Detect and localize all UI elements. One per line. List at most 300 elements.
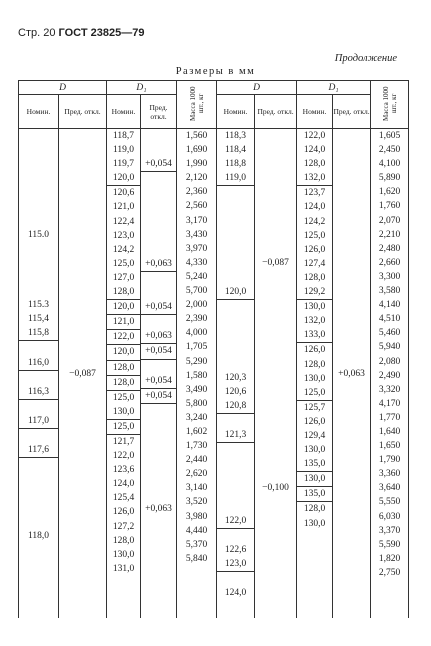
right-D-nomin-cell: 118,4 xyxy=(225,145,247,156)
right-D1-nomin-cell: 130,0 xyxy=(303,518,326,529)
left-D1-dev-cell xyxy=(141,272,176,286)
right-mass-cell: 4,100 xyxy=(378,159,401,170)
right-mass-cell: 1,770 xyxy=(378,412,401,423)
left-D-nomin-cell xyxy=(19,400,58,414)
left-D-nomin-cell xyxy=(19,585,58,599)
right-D1-dev-value: +0,063 xyxy=(338,368,365,379)
right-mass-cell: 3,580 xyxy=(378,286,401,297)
right-mass-cell: 2,490 xyxy=(378,370,401,381)
right-D-nomin-cell: 118,3 xyxy=(225,131,247,141)
right-D-nomin-cell: 120,3 xyxy=(224,372,247,383)
left-D1-dev-cell xyxy=(141,460,176,474)
left-D1-nomin-cell: 124,2 xyxy=(112,244,135,255)
right-D-nomin-cell xyxy=(217,257,254,271)
right-D1-nomin-cell xyxy=(297,559,332,573)
left-D1-nomin-cell: 128,0 xyxy=(107,376,140,391)
left-D-nomin-cell xyxy=(19,242,58,256)
left-mass-cell: 1,690 xyxy=(185,145,208,156)
left-D1-nomin-cell: 127,0 xyxy=(112,272,135,283)
left-mass-cell: 4,330 xyxy=(185,257,208,268)
right-D-nomin-cell: 121,3 xyxy=(217,428,254,443)
right-mass-cell: 2,660 xyxy=(378,257,401,268)
left-mass-cell: 1,602 xyxy=(185,426,208,437)
left-D-nomin-cell: 118,0 xyxy=(27,530,50,541)
right-D-nomin-cell xyxy=(217,457,254,471)
left-mass-cell: 5,840 xyxy=(185,553,208,564)
right-mass-cell: 4,140 xyxy=(378,300,401,311)
col-mass-left: Масса 1000 шт., кг xyxy=(177,81,217,129)
right-D1-nomin-cell: 132,0 xyxy=(303,316,326,327)
right-D-nomin-cell xyxy=(217,229,254,243)
left-D1-nomin-cell: 125,0 xyxy=(112,392,135,403)
right-D-nomin-cell xyxy=(217,572,254,586)
right-D1-nomin-cell xyxy=(297,545,332,559)
left-D-nomin-cell xyxy=(19,284,58,298)
right-mass-cell: 4,170 xyxy=(378,398,401,409)
right-D-dev-cell xyxy=(255,157,296,171)
h-nomin: Номин. xyxy=(297,95,333,129)
left-D-nomin-cell: 115,4 xyxy=(27,314,50,325)
right-mass-cell: 1,650 xyxy=(378,441,401,452)
left-D1-nomin-cell: 120,0 xyxy=(107,345,140,360)
right-mass-cell: 2,210 xyxy=(378,229,401,240)
left-mass-cell xyxy=(177,580,216,594)
left-D1-dev-cell: +0,054 xyxy=(141,157,176,172)
left-mass-cell: 3,430 xyxy=(185,229,208,240)
left-D1-dev-cell: +0,063 xyxy=(141,329,176,344)
left-mass-cell: 1,730 xyxy=(185,441,208,452)
right-D-dev-cell xyxy=(255,580,296,594)
right-D-nomin-cell xyxy=(217,243,254,257)
right-mass-cell: 5,460 xyxy=(378,328,401,339)
left-D-nomin-cell xyxy=(19,171,58,185)
right-mass-cell: 2,480 xyxy=(378,243,401,254)
h-dev: Пред. откл. xyxy=(255,95,297,129)
left-D-nomin-cell: 117,0 xyxy=(19,414,58,429)
right-D-nomin-cell xyxy=(217,314,254,328)
right-D-dev-cell xyxy=(255,552,296,566)
h-nomin: Номин. xyxy=(217,95,255,129)
right-D-dev-cell xyxy=(255,326,296,340)
right-D-nomin-cell xyxy=(217,271,254,285)
right-mass xyxy=(371,129,409,619)
right-D1-dev xyxy=(333,129,371,619)
right-D1-nomin-cell: 126,0 xyxy=(303,416,326,427)
col-mass-right: Масса 1000 шт., кг xyxy=(371,81,409,129)
right-mass-cell: 4,510 xyxy=(378,314,401,325)
left-D-nomin-cell xyxy=(19,256,58,270)
left-mass-cell: 3,980 xyxy=(185,511,208,522)
left-D-dev xyxy=(59,129,107,619)
left-D1-nomin-cell xyxy=(107,604,140,618)
right-D-nomin-cell xyxy=(217,200,254,214)
left-D1-nomin-cell: 123,0 xyxy=(112,230,135,241)
right-mass-cell xyxy=(371,594,408,608)
right-D1-nomin-cell: 127,4 xyxy=(303,258,326,269)
right-D-dev-cell xyxy=(255,594,296,608)
right-D-nomin-cell xyxy=(217,186,254,200)
left-D-nomin-cell xyxy=(19,129,58,143)
left-D-nomin xyxy=(19,129,59,619)
right-D-nomin-cell xyxy=(217,300,254,314)
right-D-nomin-cell: 123,0 xyxy=(217,557,254,572)
right-D1-nomin-cell: 124,0 xyxy=(303,202,326,213)
left-D1-nomin-cell: 130,0 xyxy=(107,405,140,420)
left-D1-dev-cell xyxy=(141,186,176,200)
left-D-nomin-cell xyxy=(19,515,58,529)
right-mass-cell: 3,360 xyxy=(378,469,401,480)
left-D1-nomin-cell: 120,0 xyxy=(107,300,140,315)
left-mass-cell: 3,520 xyxy=(185,497,208,508)
left-D1-nomin-cell: 119,0 xyxy=(112,145,135,156)
left-D1-nomin-cell: 121,0 xyxy=(112,202,135,213)
right-mass-cell: 6,030 xyxy=(378,511,401,522)
right-D-nomin-cell xyxy=(217,471,254,485)
left-D1-nomin-cell: 120,0 xyxy=(107,171,140,186)
right-mass-cell: 1,620 xyxy=(378,187,401,198)
h-nomin: Номин. xyxy=(107,95,141,129)
left-D1-dev-cell xyxy=(141,474,176,488)
left-D1-dev-cell xyxy=(141,315,176,329)
left-D-nomin-cell: 116,0 xyxy=(19,356,58,371)
right-D-nomin-cell xyxy=(217,485,254,499)
left-mass-cell: 2,120 xyxy=(185,173,208,184)
left-D1-nomin-cell: 128,0 xyxy=(112,535,135,546)
left-D-nomin-cell xyxy=(19,571,58,585)
left-D1-dev-cell xyxy=(141,286,176,300)
right-D1-nomin-cell: 122,0 xyxy=(303,131,326,141)
right-mass-cell: 5,590 xyxy=(378,539,401,550)
right-D-dev-cell xyxy=(255,312,296,326)
right-D-dev-cell: −0,100 xyxy=(262,483,289,494)
right-D1-nomin-cell: 125,0 xyxy=(303,230,326,241)
left-D1-nomin-cell: 122,0 xyxy=(107,330,140,345)
left-D-nomin-cell xyxy=(19,486,58,500)
left-D1-nomin-cell: 128,0 xyxy=(107,285,140,300)
left-D-nomin-cell xyxy=(19,270,58,284)
right-D1-nomin-cell: 135,0 xyxy=(297,457,332,472)
right-D-dev-cell xyxy=(255,143,296,157)
left-D1-dev-cell xyxy=(141,129,176,143)
right-D-nomin-cell xyxy=(217,414,254,428)
right-mass-cell: 5,550 xyxy=(378,497,401,508)
right-D-dev-cell xyxy=(255,369,296,383)
left-mass-cell: 3,970 xyxy=(185,243,208,254)
left-D1-dev-cell xyxy=(141,531,176,545)
left-D-nomin-cell xyxy=(19,157,58,171)
right-D1-nomin-cell: 128,0 xyxy=(303,272,326,283)
left-mass-cell: 2,620 xyxy=(185,469,208,480)
right-D1-nomin-cell: 128,0 xyxy=(303,359,326,370)
left-mass-cell: 3,170 xyxy=(185,215,208,226)
left-D1-dev-cell: +0,063 xyxy=(145,504,172,515)
left-D1-dev-cell xyxy=(141,559,176,573)
left-mass-cell: 4,440 xyxy=(185,525,208,536)
right-D-nomin-cell xyxy=(217,499,254,513)
left-mass-cell: 1,560 xyxy=(185,131,208,141)
right-D-dev-cell xyxy=(255,411,296,425)
left-D-nomin-cell xyxy=(19,214,58,228)
left-mass-cell: 5,800 xyxy=(185,398,208,409)
right-D-nomin-cell: 124,0 xyxy=(224,588,247,598)
right-D-dev-cell xyxy=(255,538,296,552)
left-mass-cell: 4,000 xyxy=(185,328,208,339)
right-D-nomin-cell: 119,0 xyxy=(217,171,254,186)
right-mass-cell: 2,750 xyxy=(378,567,401,578)
left-D-nomin-cell xyxy=(19,143,58,157)
left-mass-cell: 3,140 xyxy=(185,483,208,494)
left-mass-cell: 5,240 xyxy=(185,271,208,282)
left-mass-cell: 2,560 xyxy=(185,201,208,212)
right-D-dev-cell xyxy=(255,397,296,411)
right-D-dev-cell xyxy=(255,214,296,228)
left-mass-cell: 1,705 xyxy=(185,342,208,353)
left-D1-dev-cell: +0,054 xyxy=(141,300,176,315)
right-D-dev-cell xyxy=(255,453,296,467)
left-D1-nomin-cell: 131,0 xyxy=(112,563,135,574)
left-mass-cell: 3,240 xyxy=(185,412,208,423)
right-D-dev-cell xyxy=(255,340,296,354)
left-mass-cell: 5,370 xyxy=(185,539,208,550)
left-D-nomin-cell: 115.3 xyxy=(27,300,50,311)
left-mass-cell: 2,360 xyxy=(185,187,208,198)
right-D-dev-cell xyxy=(255,495,296,509)
right-D-nomin-cell xyxy=(217,600,254,614)
left-D1-dev-cell xyxy=(141,215,176,229)
right-D-dev-cell: −0,087 xyxy=(262,257,289,268)
right-mass-cell: 2,450 xyxy=(378,145,401,156)
left-D1-dev-cell: +0,054 xyxy=(141,344,176,359)
right-D1-nomin-cell: 128,0 xyxy=(303,159,326,170)
left-D1-dev-cell xyxy=(141,418,176,432)
right-D-nomin-cell: 118,8 xyxy=(225,159,247,170)
left-D-dev-value: −0,087 xyxy=(69,368,96,379)
left-D1-dev-cell xyxy=(141,404,176,418)
left-mass-cell xyxy=(177,594,216,608)
right-D1-nomin-cell: 130,0 xyxy=(303,302,326,313)
left-D1-dev-cell xyxy=(141,360,176,374)
right-D1-nomin-cell: 129,2 xyxy=(297,285,332,300)
left-D1-dev-cell xyxy=(141,446,176,460)
right-D1-nomin xyxy=(297,129,333,619)
h-nomin: Номин. xyxy=(19,95,59,129)
right-mass-cell: 2,070 xyxy=(378,215,401,226)
right-D-nomin-cell xyxy=(217,215,254,229)
left-D-nomin-cell: 117,6 xyxy=(19,443,58,458)
left-D1-dev-cell xyxy=(141,229,176,243)
left-D-nomin-cell xyxy=(19,185,58,199)
left-D1-dev-cell xyxy=(141,143,176,157)
h-dev: Пред. откл. xyxy=(333,95,371,129)
left-D1-nomin-cell: 125,4 xyxy=(112,493,135,504)
right-mass-cell: 3,640 xyxy=(378,483,401,494)
left-D1-nomin-cell: 123,6 xyxy=(112,465,135,476)
right-D-nomin-cell: 122,0 xyxy=(217,514,254,529)
left-D1-nomin-cell: 128,0 xyxy=(107,361,140,376)
left-D1-nomin-cell xyxy=(107,576,140,590)
left-mass-cell: 1,990 xyxy=(185,159,208,170)
right-D-dev-cell xyxy=(255,298,296,312)
left-D1-dev-cell xyxy=(141,573,176,587)
right-mass-cell: 3,300 xyxy=(378,271,401,282)
right-D-dev-cell xyxy=(255,566,296,580)
left-D-nomin-cell: 115.0 xyxy=(27,229,50,240)
right-D1-nomin-cell: 128,0 xyxy=(303,504,326,515)
right-D-dev-cell xyxy=(255,171,296,185)
right-D-dev-cell xyxy=(255,425,296,439)
left-D-nomin-cell: 115,8 xyxy=(19,326,58,341)
left-D1-dev-cell xyxy=(141,243,176,257)
right-D1-nomin-cell: 130,0 xyxy=(297,472,332,487)
left-D-nomin-cell: 116,3 xyxy=(19,385,58,400)
left-mass xyxy=(177,129,217,619)
right-D-nomin-cell xyxy=(217,443,254,457)
right-D-dev xyxy=(255,129,297,619)
right-D1-nomin-cell: 125,7 xyxy=(303,402,326,413)
right-D-nomin-cell: 122,6 xyxy=(224,544,247,555)
left-D-nomin-cell xyxy=(19,543,58,557)
left-mass-cell: 3,490 xyxy=(185,384,208,395)
right-D1-nomin-cell: 133,0 xyxy=(297,328,332,343)
left-D1-nomin-cell: 126,0 xyxy=(112,507,135,518)
right-mass-cell: 1,790 xyxy=(378,455,401,466)
right-D-dev-cell xyxy=(255,467,296,481)
left-D1-nomin xyxy=(107,129,141,619)
right-D1-nomin-cell: 124,2 xyxy=(303,216,326,227)
right-D-dev-cell xyxy=(255,383,296,397)
right-D1-nomin-cell: 130,0 xyxy=(303,373,326,384)
right-D-dev-cell xyxy=(255,242,296,256)
right-mass-cell: 5,890 xyxy=(378,173,401,184)
right-D-nomin-cell xyxy=(217,357,254,371)
left-D-nomin-cell xyxy=(19,371,58,385)
right-D-dev-cell xyxy=(255,355,296,369)
left-D-nomin-cell xyxy=(19,599,58,613)
right-D1-nomin-cell: 126,0 xyxy=(303,345,326,356)
right-mass-cell: 3,320 xyxy=(378,384,401,395)
left-D-nomin-cell xyxy=(19,458,58,472)
right-mass-cell: 3,370 xyxy=(378,525,401,536)
right-D-dev-cell xyxy=(255,439,296,453)
left-D1-nomin-cell: 122,0 xyxy=(112,451,135,462)
right-D-dev-cell xyxy=(255,199,296,213)
left-D1-dev-cell xyxy=(141,432,176,446)
left-D1-dev-cell: +0,054 xyxy=(141,389,176,404)
left-mass-cell: 5,700 xyxy=(185,286,208,297)
left-D1-dev-cell xyxy=(141,200,176,214)
left-D1-nomin-cell: 127,2 xyxy=(112,521,135,532)
continuation-label: Продолжение xyxy=(334,53,397,64)
left-D1-dev-cell xyxy=(141,545,176,559)
right-D-nomin-cell: 120,6 xyxy=(224,386,247,397)
right-D-dev-cell xyxy=(255,510,296,524)
left-D1-nomin-cell: 130,0 xyxy=(112,549,135,560)
left-mass-cell: 2,000 xyxy=(185,300,208,311)
left-D-nomin-cell xyxy=(19,472,58,486)
right-mass-cell: 1,640 xyxy=(378,426,401,437)
right-D1-nomin-cell: 125,0 xyxy=(297,386,332,401)
right-mass-cell: 5,940 xyxy=(378,342,401,353)
left-D1-dev-cell xyxy=(141,172,176,186)
left-mass-cell xyxy=(177,566,216,580)
left-mass-cell: 2,440 xyxy=(185,455,208,466)
right-D-dev-cell xyxy=(255,129,296,143)
right-D1-nomin-cell xyxy=(297,601,332,615)
left-D1-dev-cell xyxy=(141,587,176,601)
left-mass-cell: 5,290 xyxy=(185,356,208,367)
right-mass-cell: 1,605 xyxy=(378,131,401,141)
right-D1-nomin-cell: 129,4 xyxy=(303,430,326,441)
left-D1-nomin-cell xyxy=(107,590,140,604)
right-D-dev-cell xyxy=(255,284,296,298)
right-D1-nomin-cell: 124,0 xyxy=(303,145,326,156)
dimensions-table xyxy=(18,80,409,618)
standard-number: ГОСТ 23825—79 xyxy=(58,27,145,39)
right-D1-nomin-cell xyxy=(297,587,332,601)
page-header xyxy=(18,27,144,39)
left-D1-dev-cell xyxy=(141,488,176,502)
left-mass-cell: 2,390 xyxy=(185,314,208,325)
right-D-nomin-cell xyxy=(217,328,254,342)
right-D-dev-cell xyxy=(255,524,296,538)
right-D-dev-cell xyxy=(255,228,296,242)
left-D1-nomin-cell: 121,7 xyxy=(112,436,135,447)
right-D1-nomin-cell: 126,0 xyxy=(303,244,326,255)
right-D1-nomin-cell xyxy=(297,573,332,587)
left-D1-nomin-cell: 125,0 xyxy=(112,258,135,269)
left-mass-cell: 1,580 xyxy=(185,370,208,381)
left-D-nomin-cell xyxy=(19,341,58,355)
left-D1-dev-cell xyxy=(141,517,176,531)
right-D-nomin-cell: 120,0 xyxy=(217,285,254,300)
left-D1-nomin-cell: 118,7 xyxy=(112,131,135,141)
right-mass-cell xyxy=(371,580,408,594)
right-D-dev-cell xyxy=(255,185,296,199)
left-D1-nomin-cell: 120,6 xyxy=(112,188,135,199)
right-D1-nomin-cell: 123,7 xyxy=(303,188,326,199)
right-D1-nomin-cell xyxy=(297,531,332,545)
right-D-nomin-cell xyxy=(217,342,254,356)
left-D1-nomin-cell: 121,0 xyxy=(107,315,140,330)
left-D1-nomin-cell: 119,7 xyxy=(112,159,135,170)
left-D1-nomin-cell: 124,0 xyxy=(112,479,135,490)
right-D-dev-cell xyxy=(255,270,296,284)
left-D1-dev xyxy=(141,129,177,619)
left-D-nomin-cell xyxy=(19,429,58,443)
right-D1-nomin-cell: 132,0 xyxy=(297,171,332,186)
left-D-nomin-cell xyxy=(19,557,58,571)
col-D-left: D xyxy=(19,81,107,95)
right-D-nomin-cell: 120,8 xyxy=(217,399,254,414)
left-D-nomin-cell xyxy=(19,500,58,514)
h-dev: Пред. откл. xyxy=(59,95,107,129)
right-D1-nomin-cell: 135,0 xyxy=(297,487,332,502)
table-title: Размеры в мм xyxy=(175,66,256,77)
left-D1-dev-cell: +0,054 xyxy=(141,374,176,389)
page-number: Стр. 20 xyxy=(18,27,56,39)
right-mass-cell: 1,820 xyxy=(378,553,401,564)
right-D-nomin xyxy=(217,129,255,619)
col-D1-right: D₁ xyxy=(297,81,371,95)
left-D1-dev-cell xyxy=(141,601,176,615)
right-D1-nomin-cell: 130,0 xyxy=(303,445,326,456)
h-dev: Пред. откл. xyxy=(141,95,177,129)
left-D1-nomin-cell: 125,0 xyxy=(107,420,140,435)
col-D-right: D xyxy=(217,81,297,95)
right-mass-cell: 1,760 xyxy=(378,201,401,212)
right-mass-cell: 2,080 xyxy=(378,356,401,367)
right-D-nomin-cell xyxy=(217,529,254,543)
